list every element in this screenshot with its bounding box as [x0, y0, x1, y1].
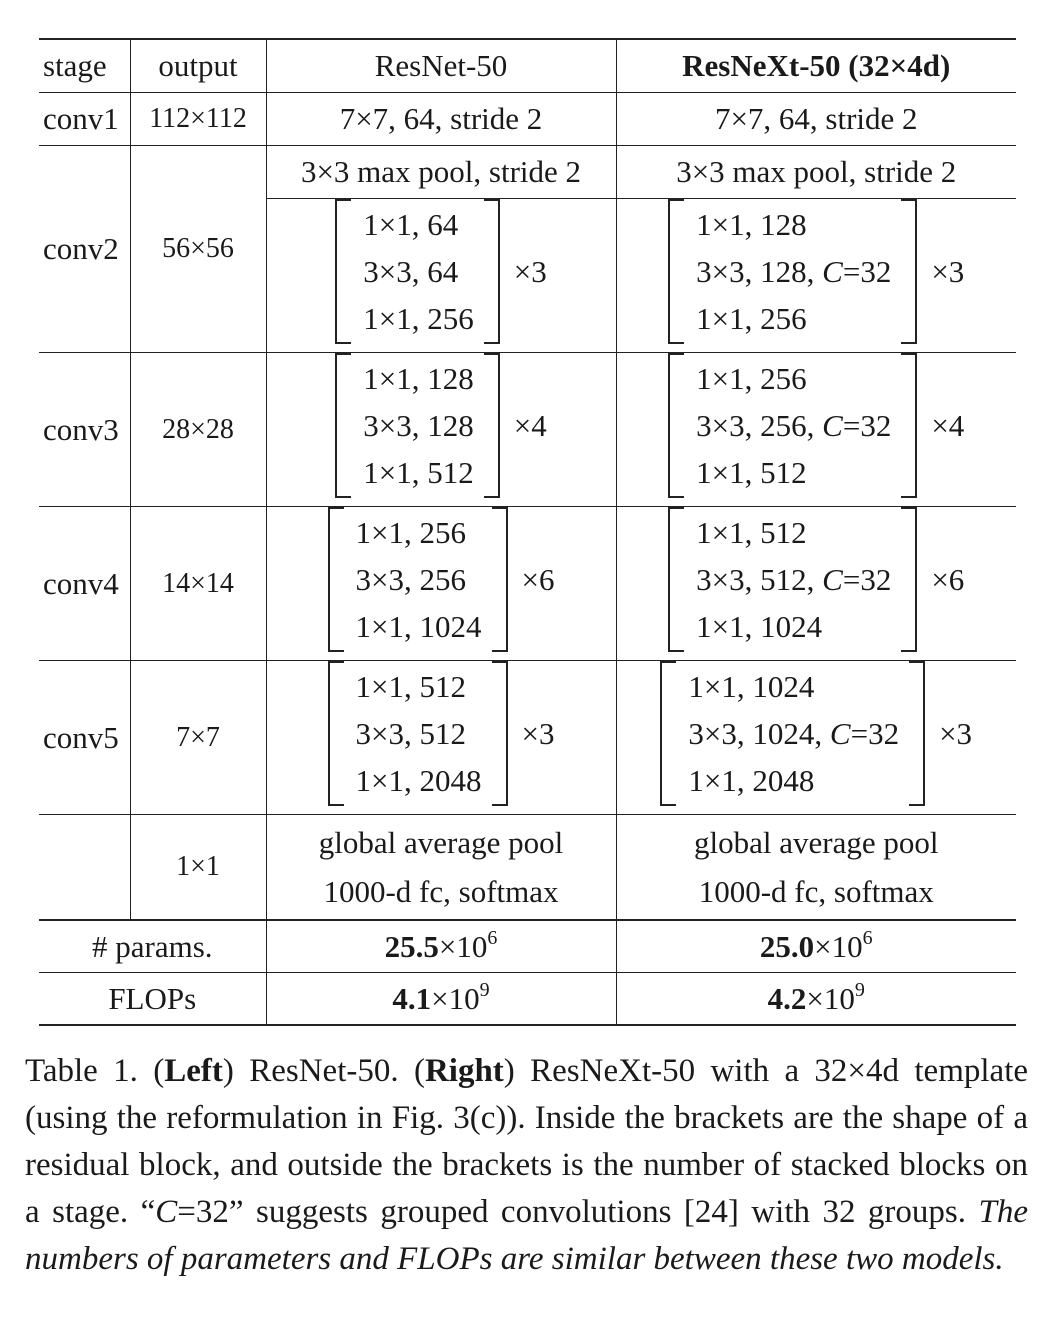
block-multiplier: ×4 [931, 407, 965, 443]
left-bracket [328, 661, 344, 806]
flops-value: 4.2 [767, 980, 807, 1016]
header-resnet: ResNet-50 [266, 39, 616, 93]
block-line: 1×1, 1024 [696, 609, 823, 644]
output-size: 1×1 [130, 815, 266, 921]
output-size: 28×28 [130, 353, 266, 507]
resnext-block [616, 353, 1016, 507]
block-line: 3×3, 512, C=32 [696, 562, 892, 597]
table-row-conv2-pool [39, 146, 1016, 199]
block-multiplier: ×3 [521, 715, 555, 751]
table-row-conv5 [39, 661, 1016, 815]
left-bracket [335, 353, 351, 498]
resnet-final [266, 815, 616, 921]
table-row-flops [39, 973, 1016, 1026]
block-line: 3×3, 1024, C=32 [688, 716, 900, 751]
flops-times: ×10 [806, 980, 855, 1016]
params-times: ×10 [814, 928, 863, 964]
final-line: 1000-d fc, softmax [323, 874, 559, 909]
final-line: global average pool [694, 825, 939, 860]
right-bracket [484, 199, 500, 344]
resnext-block [616, 507, 1016, 661]
block-line: 1×1, 2048 [355, 763, 482, 798]
table-row-conv1 [39, 93, 1016, 146]
block-multiplier: ×6 [521, 561, 555, 597]
left-bracket [668, 507, 684, 652]
resnext-block [616, 199, 1016, 353]
params-label: # params. [39, 920, 266, 973]
left-bracket [668, 199, 684, 344]
output-size: 14×14 [130, 507, 266, 661]
block-line: 1×1, 512 [696, 515, 807, 550]
caption-text: Table 1. ( [25, 1053, 165, 1089]
caption-text: ) ResNet-50. ( [222, 1053, 425, 1089]
block-line: 1×1, 1024 [688, 669, 815, 704]
right-bracket [901, 199, 917, 344]
stage-label-empty [39, 815, 130, 921]
block-multiplier: ×6 [931, 561, 965, 597]
final-line: 1000-d fc, softmax [698, 874, 934, 909]
params-value: 25.5 [384, 928, 439, 964]
block-line: 1×1, 64 [363, 207, 459, 242]
table-caption [25, 1048, 1028, 1283]
left-bracket [660, 661, 676, 806]
block-line: 3×3, 64 [363, 254, 459, 289]
resnet-block [266, 507, 616, 661]
block-line: 1×1, 2048 [688, 763, 815, 798]
block-line: 3×3, 512 [355, 716, 466, 751]
stage-label: conv4 [39, 507, 130, 661]
header-stage: stage [39, 39, 130, 93]
params-exp: 6 [862, 926, 873, 949]
caption-text: =32” suggests grouped convolutions [24] with 32 groups. [177, 1194, 979, 1230]
right-bracket [492, 661, 508, 806]
stage-label: conv3 [39, 353, 130, 507]
left-bracket [328, 507, 344, 652]
resnet-params [266, 920, 616, 973]
block-line: 1×1, 1024 [355, 609, 482, 644]
caption-text: ) ResNeXt-50 with a 32×4d template (using the reformulation in Fig. 3(c)). Inside the brackets are the shape of a residual block, and outside the brackets is the number of stacked blocks on a stage. “ [25, 1053, 1029, 1230]
header-resnext: ResNeXt-50 (32×4d) [616, 39, 1016, 93]
resnet-flops [266, 973, 616, 1026]
block-multiplier: ×3 [939, 715, 973, 751]
caption-right-label: Right [424, 1053, 504, 1089]
resnet-pool: 3×3 max pool, stride 2 [266, 146, 616, 199]
table-row-final [39, 815, 1016, 921]
flops-times: ×10 [431, 980, 480, 1016]
architecture-table [39, 38, 1016, 1026]
params-value: 25.0 [759, 928, 815, 964]
resnext-cell: 7×7, 64, stride 2 [616, 93, 1016, 146]
params-exp: 6 [487, 926, 498, 949]
flops-exp: 9 [479, 978, 490, 1001]
right-bracket [484, 353, 500, 498]
stage-label: conv2 [39, 146, 130, 353]
right-bracket [901, 353, 917, 498]
block-multiplier: ×3 [931, 253, 965, 289]
table-row-conv4 [39, 507, 1016, 661]
block-line: 3×3, 256 [355, 562, 466, 597]
stage-label: conv1 [39, 93, 130, 146]
output-size: 7×7 [130, 661, 266, 815]
left-bracket [335, 199, 351, 344]
resnext-params [616, 920, 1016, 973]
block-line: 1×1, 512 [696, 455, 807, 490]
right-bracket [909, 661, 925, 806]
resnext-block [616, 661, 1016, 815]
header-output: output [130, 39, 266, 93]
stage-label: conv5 [39, 661, 130, 815]
block-line: 1×1, 128 [696, 207, 807, 242]
block-line: 3×3, 256, C=32 [696, 408, 892, 443]
output-size: 56×56 [130, 146, 266, 353]
resnet-cell: 7×7, 64, stride 2 [266, 93, 616, 146]
block-line: 1×1, 512 [355, 669, 466, 704]
right-bracket [901, 507, 917, 652]
params-times: ×10 [438, 928, 488, 964]
flops-value: 4.1 [392, 980, 432, 1016]
final-line: global average pool [318, 825, 564, 860]
table-row-params [39, 920, 1016, 973]
output-size: 112×112 [130, 93, 266, 146]
resnet-block [266, 661, 616, 815]
resnext-pool: 3×3 max pool, stride 2 [616, 146, 1016, 199]
block-line: 1×1, 256 [355, 515, 466, 550]
caption-italic-text: The numbers of parameters and FLOPs are similar between these two models. [25, 1194, 1028, 1277]
resnet-block [266, 199, 616, 353]
block-line: 1×1, 256 [696, 361, 807, 396]
block-line: 1×1, 256 [696, 301, 807, 336]
block-multiplier: ×3 [513, 253, 547, 289]
table-header-row [39, 39, 1016, 93]
resnext-final [616, 815, 1016, 921]
block-line: 3×3, 128 [363, 408, 474, 443]
caption-left-label: Left [164, 1053, 223, 1089]
left-bracket [668, 353, 684, 498]
block-line: 1×1, 512 [363, 455, 474, 490]
table-row-conv3 [39, 353, 1016, 507]
caption-c-symbol: C [155, 1194, 178, 1230]
resnext-flops [616, 973, 1016, 1026]
block-multiplier: ×4 [513, 407, 547, 443]
resnet-block [266, 353, 616, 507]
flops-exp: 9 [854, 978, 865, 1001]
block-line: 3×3, 128, C=32 [696, 254, 892, 289]
block-line: 1×1, 128 [363, 361, 474, 396]
flops-label: FLOPs [39, 973, 266, 1026]
block-line: 1×1, 256 [363, 301, 474, 336]
right-bracket [492, 507, 508, 652]
